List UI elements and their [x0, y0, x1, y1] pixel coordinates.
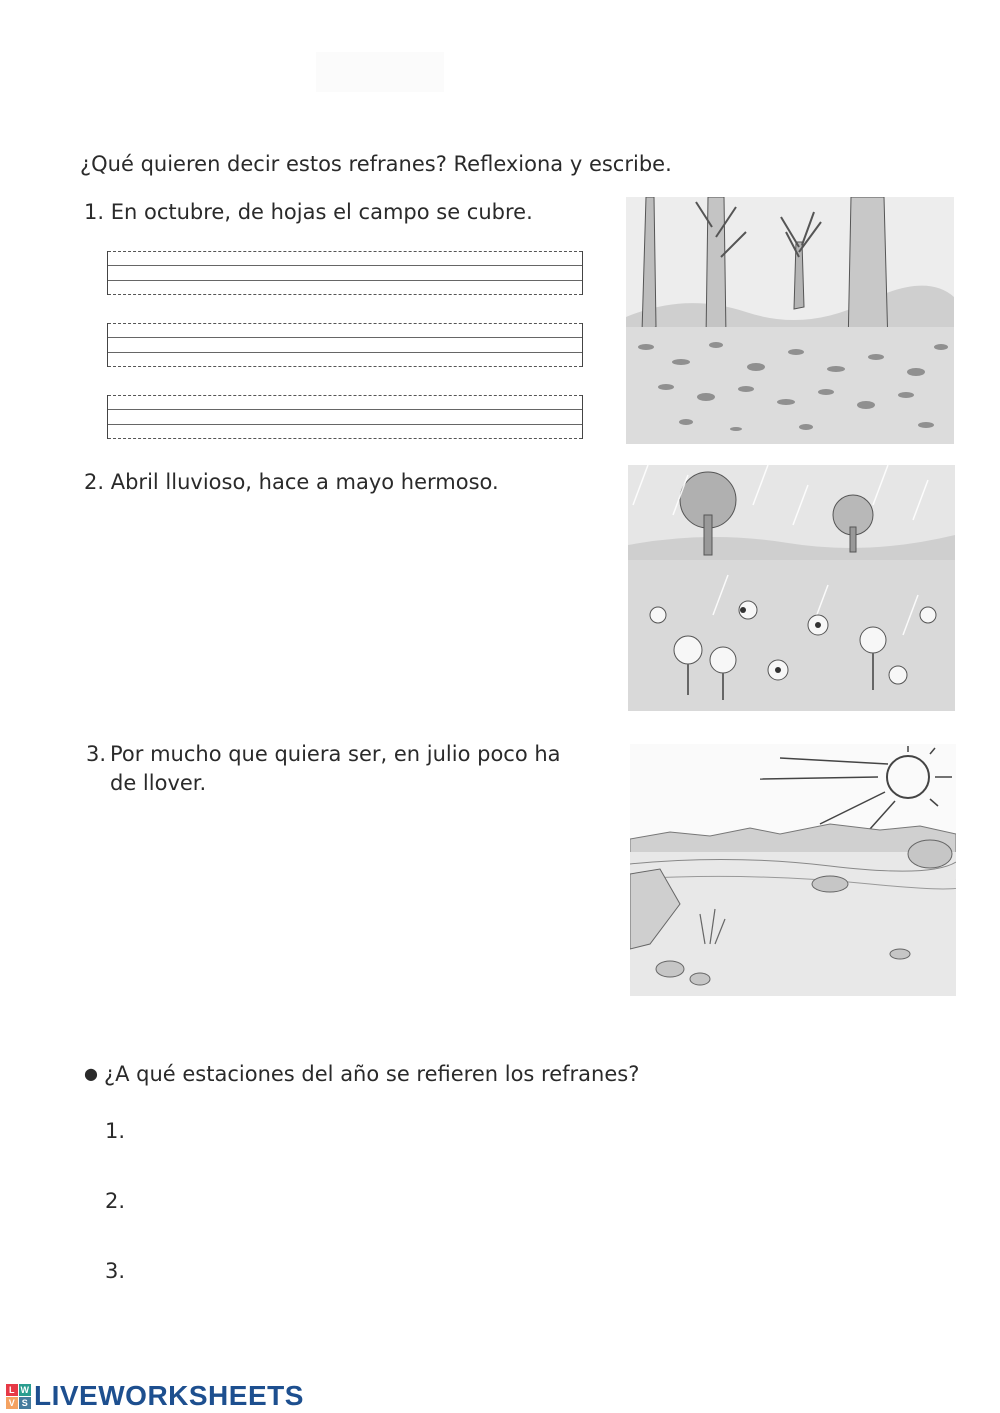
question-3	[86, 740, 561, 798]
answer-line-1[interactable]	[105, 1119, 125, 1143]
writing-lines-3[interactable]	[107, 395, 583, 439]
question-1	[84, 200, 533, 224]
faint-header-block	[316, 52, 444, 92]
sunny-landscape-image	[630, 744, 956, 996]
question-2-text: Abril lluvioso, hace a mayo hermoso.	[110, 470, 499, 494]
answer-number-3: 3.	[105, 1259, 126, 1283]
question-1-text: En octubre, de hojas el campo se cubre.	[110, 200, 533, 224]
brand-name: LIVEWORKSHEETS	[34, 1380, 304, 1411]
seasons-question-text: ¿A qué estaciones del año se refieren los refranes?	[103, 1062, 640, 1086]
writing-lines-2[interactable]	[107, 323, 583, 367]
writing-lines-1[interactable]	[107, 251, 583, 295]
liveworksheets-logo	[6, 1380, 304, 1412]
question-1-number: 1.	[84, 200, 105, 224]
liveworksheets-mark-icon: L W V S	[6, 1384, 31, 1409]
question-2	[84, 470, 499, 494]
seasons-question	[84, 1062, 639, 1086]
answer-number-1: 1.	[105, 1119, 126, 1143]
instruction-text: ¿Qué quieren decir estos refranes? Reflexiona y escribe.	[80, 152, 672, 176]
question-3-number: 3.	[86, 742, 107, 766]
answer-line-2[interactable]	[105, 1189, 125, 1213]
rainy-meadow-image	[628, 465, 955, 711]
answer-number-2: 2.	[105, 1189, 126, 1213]
bullet-icon: ●	[84, 1064, 98, 1083]
question-2-number: 2.	[84, 470, 105, 494]
question-3-text-line2: de llover.	[110, 771, 207, 795]
question-3-text-line1: Por mucho que quiera ser, en julio poco ha	[110, 742, 561, 766]
answer-line-3[interactable]	[105, 1259, 125, 1283]
autumn-forest-image	[626, 197, 954, 444]
